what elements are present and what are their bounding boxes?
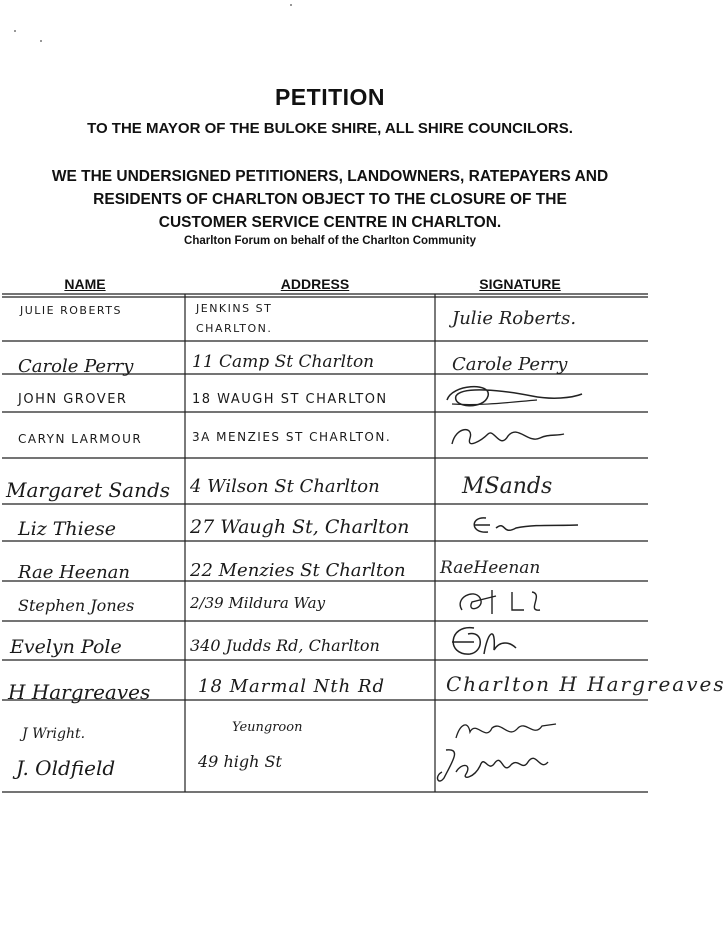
row-signature: Julie Roberts. (452, 308, 577, 329)
petition-organisation: Charlton Forum on behalf of the Charlton Community (184, 235, 476, 247)
signature-scribble (466, 510, 586, 540)
petition-title: PETITION (274, 84, 386, 110)
column-header-name: NAME (64, 276, 106, 292)
row-signature: Carole Perry (452, 354, 568, 375)
row-name: H Hargreaves (8, 680, 151, 704)
row-name: J. Oldfield (16, 756, 116, 780)
row-signature: MSands (462, 474, 553, 499)
row-name: JULIE ROBERTS (20, 304, 122, 317)
row-name: CARYN LARMOUR (18, 432, 143, 446)
row-address: 2/39 Mildura Way (190, 594, 326, 612)
row-address: 22 Menzies St Charlton (190, 560, 406, 581)
row-name: JOHN GROVER (18, 392, 128, 407)
row-name: Carole Perry (18, 356, 134, 377)
row-address: JENKINS ST (196, 302, 273, 315)
petition-statement: WE THE UNDERSIGNED PETITIONERS, LANDOWNERS, RATEPAYERS AND RESIDENTS OF CHARLTON OBJECT TO THE CLOSURE OF THE CUSTOMER SERVICE CENTRE IN CHARLTON. (51, 168, 609, 231)
row-address: Yeungroon (232, 720, 303, 735)
column-header-address: ADDRESS (280, 276, 350, 292)
row-name: Rae Heenan (18, 562, 130, 583)
row-address-line2: CHARLTON. (196, 322, 273, 335)
signature-scribble (448, 420, 568, 456)
row-address: 18 Marmal Nth Rd (198, 676, 386, 697)
row-signature: Charlton H Hargreaves (446, 672, 726, 696)
row-address: 3A MENZIES ST CHARLTON. (192, 430, 392, 444)
row-address: 11 Camp St Charlton (192, 352, 375, 372)
row-address: 27 Waugh St, Charlton (190, 516, 410, 538)
row-name: J Wright. (22, 726, 86, 742)
row-address: 340 Judds Rd, Charlton (190, 636, 380, 655)
row-address: 18 WAUGH ST CHARLTON (192, 392, 388, 407)
signature-scribble (444, 620, 524, 662)
row-address: 49 high St (198, 752, 282, 771)
column-header-signature: SIGNATURE (479, 276, 561, 292)
row-address: 4 Wilson St Charlton (190, 476, 380, 497)
row-name: Evelyn Pole (10, 636, 122, 658)
row-name: Margaret Sands (6, 478, 171, 502)
scan-speck (14, 30, 16, 32)
row-name: Stephen Jones (18, 596, 135, 615)
row-name: Liz Thiese (18, 518, 116, 540)
signature-scribble (432, 742, 562, 790)
scan-speck (290, 4, 292, 6)
signature-scribble (442, 380, 592, 416)
signature-scribble (452, 584, 552, 620)
petition-addressee: TO THE MAYOR OF THE BULOKE SHIRE, ALL SHIRE COUNCILORS. (87, 120, 573, 137)
row-signature: RaeHeenan (440, 558, 541, 578)
scan-speck (40, 40, 42, 42)
